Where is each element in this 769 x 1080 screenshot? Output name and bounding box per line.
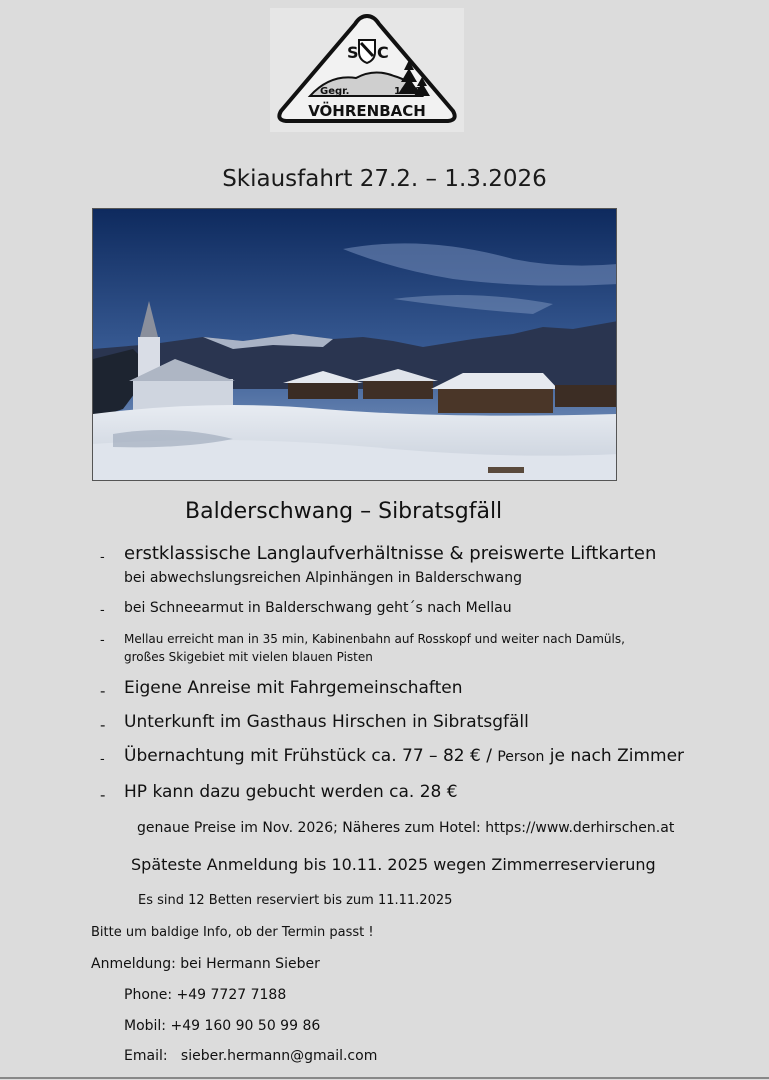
contact-mobile: Mobil: +49 160 90 50 99 86 [124, 1018, 321, 1034]
logo-letter-c: C [377, 43, 389, 62]
logo-founded-year: 1911 [394, 86, 422, 97]
club-logo [270, 8, 464, 132]
bullet-marker: - [100, 716, 106, 734]
registration-deadline: Späteste Anmeldung bis 10.11. 2025 wegen Zimmerreservierung [131, 855, 656, 874]
page-title: Skiausfahrt 27.2. – 1.3.2026 [222, 166, 547, 192]
bullet-6-text-c: je nach Zimmer [544, 746, 685, 766]
info-request: Bitte um baldige Info, ob der Termin passt ! [91, 925, 374, 940]
logo-letter-s: S [347, 43, 359, 62]
bullet-1-text: erstklassische Langlaufverhältnisse & preiswerte Liftkarten [124, 543, 657, 564]
bullet-4-text: Eigene Anreise mit Fahrgemeinschaften [124, 678, 463, 698]
contact-email-row [124, 1048, 377, 1064]
bullet-1-subtext: bei abwechslungsreichen Alpinhängen in Balderschwang [124, 570, 522, 586]
bottom-divider [0, 1077, 769, 1079]
bullet-2-text: bei Schneearmut in Balderschwang geht´s nach Mellau [124, 600, 512, 616]
bullet-5-text: Unterkunft im Gasthaus Hirschen in Sibratsgfäll [124, 712, 529, 732]
bullet-6-text-b: Person [497, 749, 545, 765]
registration-contact: Anmeldung: bei Hermann Sieber [91, 956, 320, 972]
logo-town: VÖHRENBACH [308, 102, 426, 120]
bullet-marker: - [100, 550, 105, 565]
winter-photo [92, 208, 617, 481]
bullet-6-text [124, 746, 684, 766]
contact-email-label: Email: [124, 1048, 168, 1064]
contact-phone: Phone: +49 7727 7188 [124, 987, 287, 1003]
logo-emblem [270, 8, 464, 132]
prices-note: genaue Preise im Nov. 2026; Näheres zum Hotel: https://www.derhirschen.at [137, 820, 675, 836]
bullet-3-subtext: großes Skigebiet mit vielen blauen Pisten [124, 650, 373, 664]
bullet-marker: - [100, 682, 106, 700]
bullet-marker: - [100, 786, 106, 804]
bullet-marker: - [100, 633, 105, 648]
bullet-marker: - [100, 752, 105, 767]
beds-reserved: Es sind 12 Betten reserviert bis zum 11.11.2025 [138, 893, 453, 908]
bullet-7-text: HP kann dazu gebucht werden ca. 28 € [124, 782, 458, 802]
bullet-6-text-a: Übernachtung mit Frühstück ca. 77 – 82 € / [124, 746, 498, 766]
destination-heading: Balderschwang – Sibratsgfäll [185, 499, 503, 524]
contact-email[interactable]: sieber.hermann@gmail.com [180, 1048, 378, 1064]
bullet-marker: - [100, 603, 105, 618]
bullet-3-text: Mellau erreicht man in 35 min, Kabinenbahn auf Rosskopf und weiter nach Damüls, [124, 632, 625, 646]
logo-founded-label: Gegr. [320, 86, 350, 97]
